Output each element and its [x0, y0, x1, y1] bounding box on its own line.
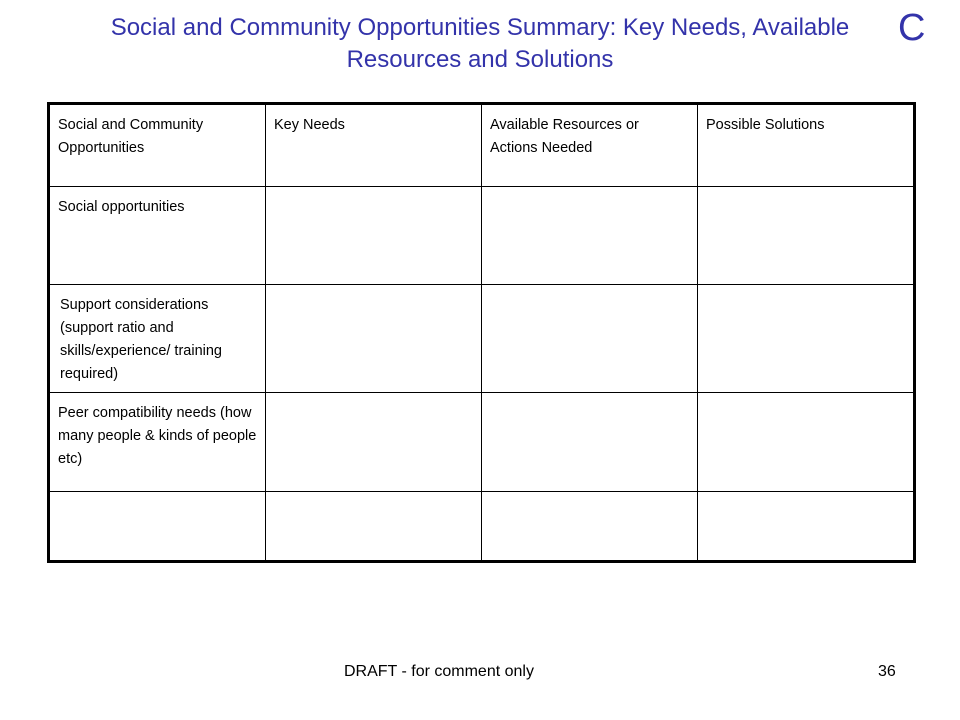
table-cell: [482, 187, 698, 285]
table-cell: [266, 187, 482, 285]
table-cell: [698, 285, 915, 393]
table-cell: [266, 285, 482, 393]
slide-title-line-2: Resources and Solutions: [346, 46, 614, 73]
page-number: 36: [878, 663, 896, 680]
table-cell: [698, 492, 915, 562]
table-cell: [266, 393, 482, 492]
table-cell: [482, 492, 698, 562]
table-cell: [698, 393, 915, 492]
slide-title: [40, 12, 920, 76]
table-header-row: [49, 104, 915, 187]
row-label-social: Social opportunities: [49, 187, 266, 285]
slide-title-line-1: Social and Community Opportunities Summary: Key Needs, Available: [110, 14, 850, 41]
footer-draft-notice: DRAFT - for comment only: [344, 663, 534, 680]
header-cell-key-needs: Key Needs: [266, 104, 482, 187]
table-cell: [698, 187, 915, 285]
table-cell: [482, 393, 698, 492]
table-cell: [482, 285, 698, 393]
table-cell: [49, 492, 266, 562]
table-cell: [266, 492, 482, 562]
table-row: [49, 187, 915, 285]
table-row: [49, 285, 915, 393]
table-row: [49, 393, 915, 492]
table-row: [49, 492, 915, 562]
section-letter: C: [898, 7, 926, 49]
header-cell-opportunities: Social and Community Opportunities: [49, 104, 266, 187]
summary-table: [47, 102, 916, 563]
header-cell-resources: Available Resources or Actions Needed: [482, 104, 698, 187]
row-label-peer: Peer compatibility needs (how many people & kinds of people etc): [49, 393, 266, 492]
row-label-support: Support considerations (support ratio and skills/experience/ training required): [49, 285, 266, 393]
header-cell-solutions: Possible Solutions: [698, 104, 915, 187]
